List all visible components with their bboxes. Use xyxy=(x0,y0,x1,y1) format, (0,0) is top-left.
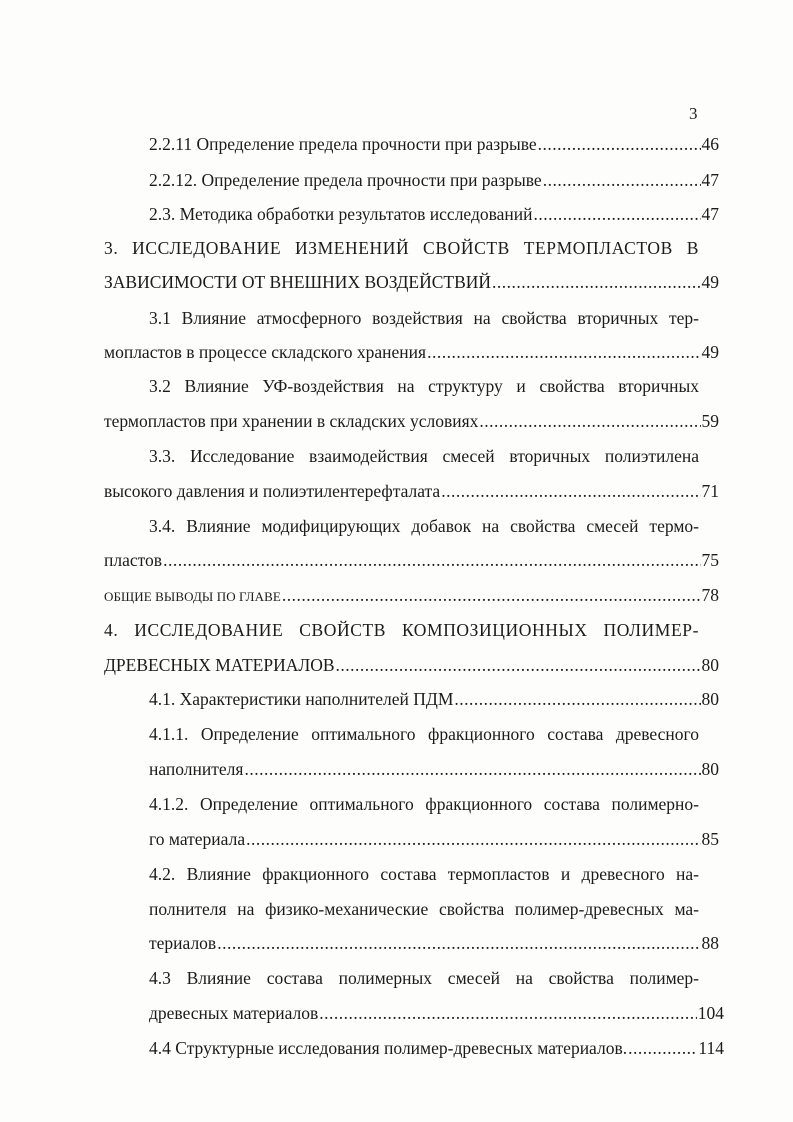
toc-page-number: 47 xyxy=(701,170,719,190)
toc-leader xyxy=(534,203,701,225)
toc-entry[interactable] xyxy=(149,932,719,954)
toc-page-number: 78 xyxy=(701,585,719,605)
toc-leader xyxy=(479,410,700,432)
toc-entry-title: термопластов при хранении в складских условиях xyxy=(104,411,479,431)
toc-page-number: 88 xyxy=(701,933,719,953)
toc-leader xyxy=(336,654,701,676)
toc-entry-title: 2.2.11 Определение предела прочности при разрыве xyxy=(149,134,537,154)
toc-leader xyxy=(441,480,700,502)
toc-leader xyxy=(543,169,701,191)
toc-entry-line1[interactable]: 4.1.1. Определение оптимального фракционного состава древесного xyxy=(149,724,699,744)
toc-entry-title: 2.3. Методика обработки результатов исследований xyxy=(149,204,533,224)
toc-leader xyxy=(244,758,700,780)
toc-page-number: 80 xyxy=(701,689,719,709)
toc-page-number: 104 xyxy=(697,1003,724,1023)
toc-entry-title: древесных материалов xyxy=(149,1003,319,1023)
toc-leader xyxy=(427,341,700,363)
toc-page-number: 59 xyxy=(701,411,719,431)
toc-entry-title: териалов xyxy=(149,933,217,953)
toc-page-number: 114 xyxy=(698,1038,724,1058)
toc-entry-line1[interactable]: 4.1.2. Определение оптимального фракционного состава полимерно- xyxy=(149,794,699,814)
toc-entry[interactable] xyxy=(149,203,719,225)
toc-entry-title: ЗАВИСИМОСТИ ОТ ВНЕШНИХ ВОЗДЕЙСТВИЙ xyxy=(104,272,492,292)
toc-entry-title: 2.2.12. Определение предела прочности при разрыве xyxy=(149,170,542,190)
toc-page-number: 46 xyxy=(701,134,719,154)
toc-entry-line1[interactable]: 4.2. Влияние фракционного состава термопластов и древесного на- xyxy=(149,864,699,884)
toc-leader xyxy=(454,688,700,710)
toc-entry[interactable] xyxy=(149,758,719,780)
toc-entry-title: 4.1. Характеристики наполнителей ПДМ xyxy=(149,689,454,709)
toc-entry-line1[interactable]: 3.4. Влияние модифицирующих добавок на свойства смесей термо- xyxy=(149,516,699,536)
toc-entry[interactable] xyxy=(104,549,719,571)
toc-entry-title: ДРЕВЕСНЫХ МАТЕРИАЛОВ xyxy=(104,655,335,675)
toc-chapter-title-line1[interactable]: 4. ИССЛЕДОВАНИЕ СВОЙСТВ КОМПОЗИЦИОННЫХ ПОЛИМЕР- xyxy=(104,620,699,640)
toc-leader xyxy=(217,932,700,954)
toc-page-number: 47 xyxy=(701,204,719,224)
toc-entry[interactable] xyxy=(104,410,719,432)
toc-entry[interactable] xyxy=(104,584,719,608)
toc-chapter[interactable] xyxy=(104,271,719,293)
toc-entry-title: 4.4 Структурные исследования полимер-древесных материалов. xyxy=(149,1038,628,1058)
toc-entry-title: пластов xyxy=(104,550,163,570)
toc-entry-title: мопластов в процессе складского хранения xyxy=(104,342,427,362)
toc-page-number: 71 xyxy=(701,481,719,501)
toc-leader xyxy=(246,828,700,850)
toc-entry-title: го материала xyxy=(149,829,246,849)
toc-page-number: 80 xyxy=(701,759,719,779)
toc-entry[interactable] xyxy=(104,480,719,502)
toc-entry[interactable] xyxy=(149,1037,724,1059)
toc-page-number: 75 xyxy=(701,550,719,570)
toc-leader xyxy=(538,133,701,155)
toc-leader xyxy=(163,549,700,571)
toc-leader xyxy=(628,1037,697,1059)
toc-entry-title: ОБЩИЕ ВЫВОДЫ ПО ГЛАВЕ xyxy=(104,589,281,604)
page-number: 3 xyxy=(689,104,698,123)
toc-page-number: 49 xyxy=(701,272,719,292)
toc-page-number: 80 xyxy=(701,655,719,675)
toc-entry-title: наполнителя xyxy=(149,759,244,779)
toc-chapter-title-line1[interactable]: 3. ИССЛЕДОВАНИЕ ИЗМЕНЕНИЙ СВОЙСТВ ТЕРМОПЛАСТОВ В xyxy=(104,238,699,258)
toc-entry-line2[interactable]: полнителя на физико-механические свойства полимер-древесных ма- xyxy=(149,899,699,919)
toc-leader xyxy=(319,1002,696,1024)
toc-entry-line1[interactable]: 3.3. Исследование взаимодействия смесей вторичных полиэтилена xyxy=(149,446,699,466)
toc-entry[interactable] xyxy=(104,341,719,363)
toc-entry-title: высокого давления и полиэтилентерефталата xyxy=(104,481,441,501)
toc-entry-line1[interactable]: 3.1 Влияние атмосферного воздействия на свойства вторичных тер- xyxy=(149,308,699,328)
toc-leader xyxy=(492,271,700,293)
toc-chapter[interactable] xyxy=(104,654,719,676)
toc-page-number: 85 xyxy=(701,829,719,849)
toc-leader xyxy=(282,584,701,606)
toc-entry[interactable] xyxy=(149,1002,724,1024)
toc-entry-line1[interactable]: 3.2 Влияние УФ-воздействия на структуру и свойства вторичных xyxy=(149,376,699,396)
toc-entry[interactable] xyxy=(149,828,719,850)
toc-entry-line1[interactable]: 4.3 Влияние состава полимерных смесей на свойства полимер- xyxy=(149,968,699,988)
toc-page-number: 49 xyxy=(701,342,719,362)
toc-entry[interactable] xyxy=(149,169,719,191)
toc-entry[interactable] xyxy=(149,688,719,710)
toc-entry[interactable] xyxy=(149,133,719,155)
